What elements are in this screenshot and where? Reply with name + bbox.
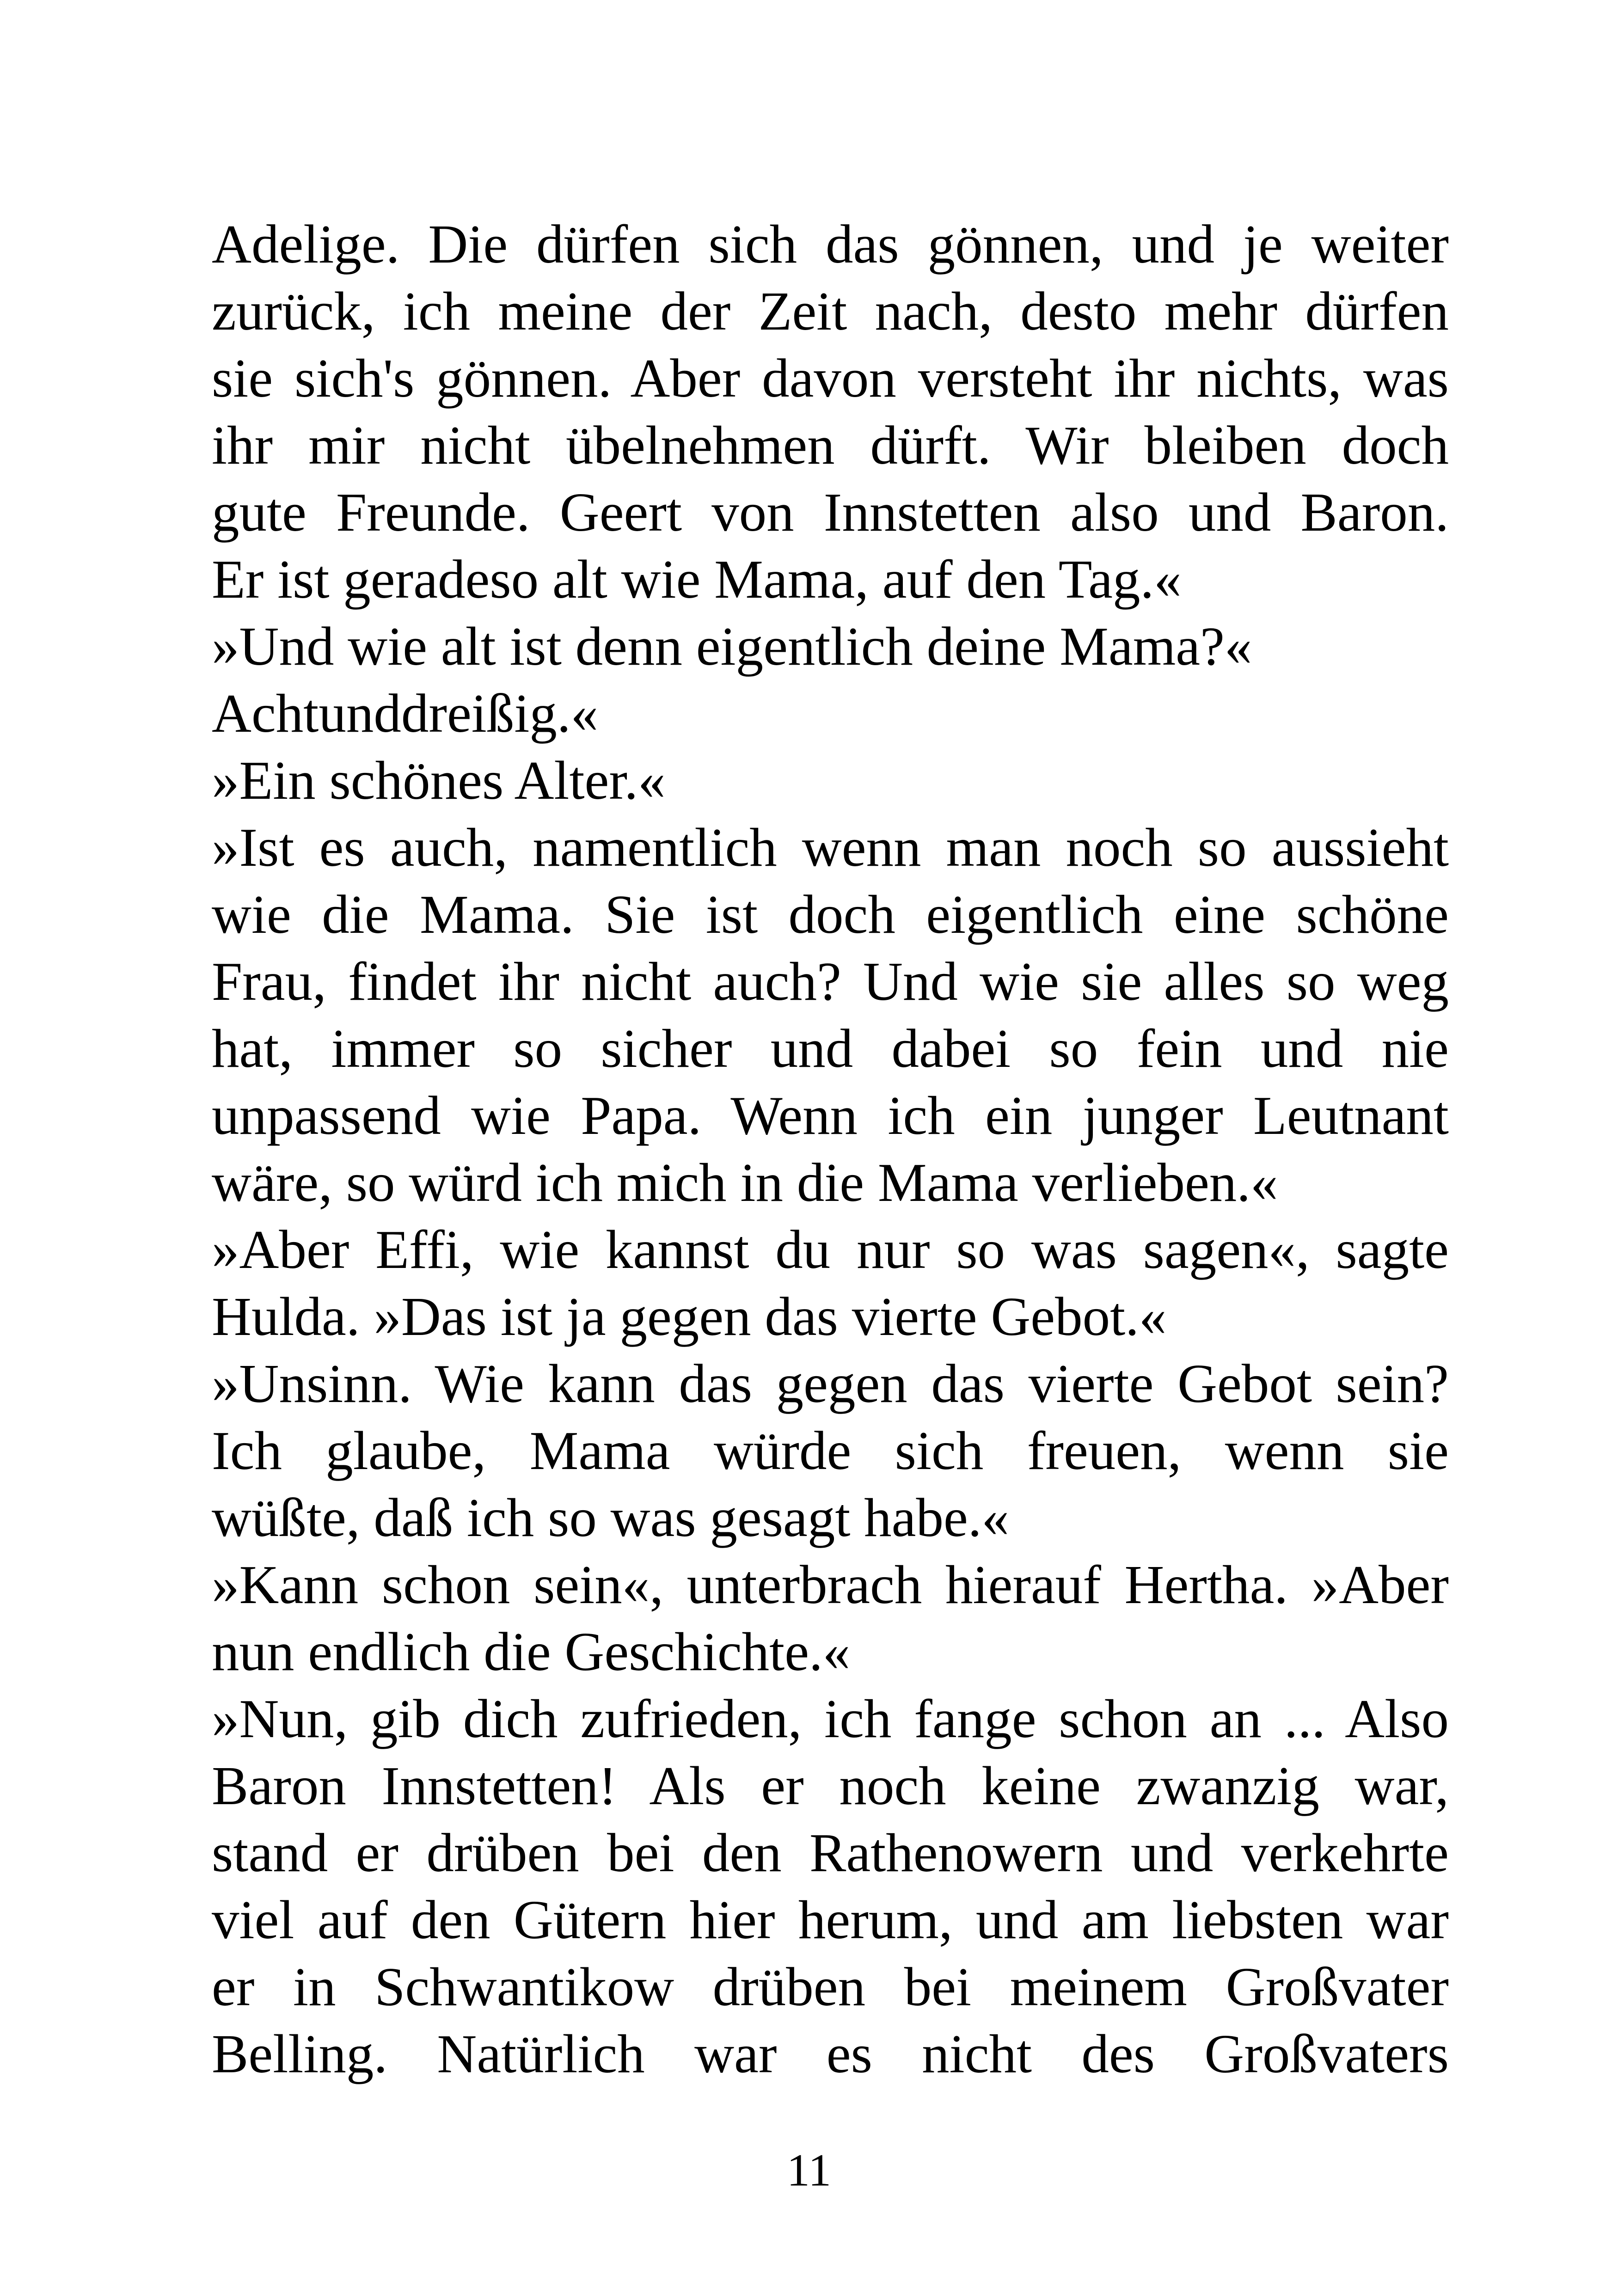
text-line: stand er drüben bei den Rathenowern und verkehrte <box>212 1822 1449 1883</box>
text-line: Baron Innstetten! Als er noch keine zwanzig war, <box>212 1755 1449 1816</box>
text-line: nun endlich die Geschichte.« <box>212 1621 851 1682</box>
text-line: Adelige. Die dürfen sich das gönnen, und je weiter <box>212 214 1449 275</box>
text-line: Hulda. »Das ist ja gegen das vierte Gebot.« <box>212 1286 1167 1347</box>
page-number: 11 <box>786 2144 832 2196</box>
text-line: Belling. Natürlich war es nicht des Großvaters <box>212 2023 1449 2084</box>
text-line: sie sich's gönnen. Aber davon versteht ihr nichts, was <box>212 348 1449 409</box>
text-line: »Kann schon sein«, unterbrach hierauf Hertha. »Aber <box>212 1554 1449 1615</box>
text-line: Ich glaube, Mama würde sich freuen, wenn sie <box>212 1420 1449 1481</box>
text-line: unpassend wie Papa. Wenn ich ein junger Leutnant <box>212 1085 1449 1146</box>
text-line: ihr mir nicht übelnehmen dürft. Wir bleiben doch <box>212 415 1449 476</box>
text-line: Er ist geradeso alt wie Mama, auf den Tag.« <box>212 549 1182 610</box>
text-line: »Aber Effi, wie kannst du nur so was sagen«, sagte <box>212 1219 1449 1280</box>
text-line: hat, immer so sicher und dabei so fein und nie <box>212 1018 1449 1079</box>
text-line: zurück, ich meine der Zeit nach, desto mehr dürfen <box>212 281 1449 342</box>
text-line: gute Freunde. Geert von Innstetten also und Baron. <box>212 482 1449 543</box>
text-line: »Ein schönes Alter.« <box>212 750 666 811</box>
text-line: wie die Mama. Sie ist doch eigentlich eine schöne <box>212 884 1449 945</box>
text-line: viel auf den Gütern hier herum, und am liebsten war <box>212 1889 1449 1950</box>
text-line: wüßte, daß ich so was gesagt habe.« <box>212 1487 1010 1548</box>
text-line: er in Schwantikow drüben bei meinem Großvater <box>212 1956 1449 2017</box>
text-line: Frau, findet ihr nicht auch? Und wie sie alles so weg <box>212 951 1449 1012</box>
text-line: Achtunddreißig.« <box>212 683 599 744</box>
text-line: wäre, so würd ich mich in die Mama verlieben.« <box>212 1152 1278 1213</box>
text-line: »Unsinn. Wie kann das gegen das vierte Gebot sein? <box>212 1353 1449 1414</box>
text-block <box>212 211 1449 2088</box>
text-line: »Ist es auch, namentlich wenn man noch so aussieht <box>212 817 1449 878</box>
text-line: »Und wie alt ist denn eigentlich deine Mama?« <box>212 616 1252 677</box>
text-line: »Nun, gib dich zufrieden, ich fange schon an ... Also <box>212 1688 1449 1749</box>
